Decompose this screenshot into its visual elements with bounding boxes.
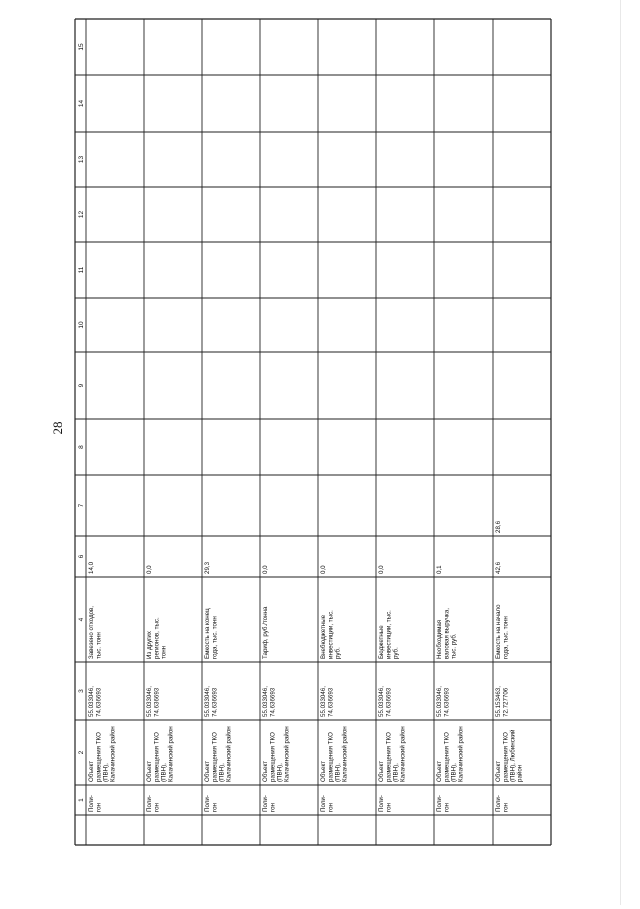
cell-indicator-line: тыс. тонн: [95, 632, 103, 659]
cell-indicator-line: руб.: [392, 647, 400, 659]
cell-object: [88, 726, 116, 782]
cell-v6: [262, 565, 269, 574]
cell-coords: [378, 686, 392, 717]
header-cell-15: 15: [78, 43, 85, 51]
cell-type: [204, 795, 218, 812]
cell-v6-line: 0,1: [436, 565, 444, 574]
cell-indicator-line: Внебюджетные: [320, 614, 328, 659]
cell-coords: [88, 686, 102, 717]
cell-coords-line: 74.636693: [95, 687, 103, 717]
cell-type-line: гон: [153, 803, 161, 812]
cell-coords: [204, 686, 218, 717]
cell-type-line: Поли-: [262, 795, 270, 812]
cell-type: [378, 795, 392, 812]
cell-coords: [495, 686, 509, 717]
cell-v6-line: 42,6: [495, 561, 503, 574]
cell-v6-line: 0,0: [146, 565, 154, 574]
cell-indicator-line: Емкость на конец: [204, 608, 212, 659]
cell-object-line: Калачинский район: [341, 726, 349, 782]
cell-coords-line: 55.033046,: [204, 686, 212, 717]
cell-object-line: размещения ТКО: [153, 732, 161, 782]
header-cell-12: 12: [78, 210, 85, 219]
cell-v7-line: 28,6: [495, 520, 503, 533]
cell-object-line: размещения ТКО: [327, 732, 335, 782]
cell-v6-line: 0,0: [320, 565, 328, 574]
cell-type-line: Поли-: [378, 795, 386, 812]
cell-indicator: [146, 617, 167, 659]
cell-indicator-line: Бюджетные: [378, 625, 386, 659]
cell-object-line: Объект: [378, 760, 386, 782]
cell-v6: [204, 561, 211, 574]
cell-indicator-line: регионов, тыс.: [153, 617, 161, 659]
cell-type: [436, 795, 450, 812]
cell-object: [320, 726, 348, 782]
cell-indicator-line: инвестиции, тыс.: [327, 610, 335, 659]
cell-type-line: Поли-: [436, 795, 444, 812]
header-cell-10: 10: [78, 321, 85, 329]
cell-type: [320, 795, 334, 812]
cell-v6: [378, 565, 385, 574]
cell-object-line: Объект: [146, 760, 154, 782]
cell-object: [495, 729, 523, 782]
cell-object-line: Калачинский район: [457, 726, 465, 782]
cell-coords-line: 74.636693: [211, 687, 219, 717]
cell-indicator-line: Необходимая: [436, 619, 444, 659]
cell-object-line: размещения ТКО: [502, 732, 510, 782]
cell-type-line: гон: [443, 803, 451, 812]
header-cell-8: 8: [78, 445, 85, 449]
cell-object-line: размещения ТКО: [269, 732, 277, 782]
cell-coords-line: 55.153463,: [495, 686, 503, 717]
cell-v6: [320, 565, 327, 574]
cell-object-line: размещения ТКО: [385, 732, 393, 782]
cell-v6-line: 14,0: [88, 561, 96, 574]
cell-coords-line: 55.033046,: [378, 686, 386, 717]
cell-object-line: Калачинский район: [225, 726, 233, 782]
header-cell-6: 6: [78, 554, 85, 559]
cell-v6: [436, 565, 443, 574]
cell-indicator: [204, 608, 218, 659]
table-grid: [75, 19, 551, 845]
cell-object-line: Объект: [204, 760, 212, 782]
cell-indicator-line: Тариф, руб./тонна: [262, 606, 270, 659]
cell-object-line: Объект: [262, 760, 270, 782]
cell-v6: [146, 565, 153, 574]
cell-object-line: (ПВН),: [392, 763, 400, 782]
cell-type-line: гон: [327, 803, 335, 812]
cell-v6: [495, 561, 502, 574]
header-cell-11: 11: [78, 266, 85, 274]
cell-object-line: Объект: [495, 760, 503, 782]
cell-coords: [262, 686, 276, 717]
cell-coords-line: 74.636693: [269, 687, 277, 717]
cell-object: [378, 726, 406, 782]
cell-type: [146, 795, 160, 812]
cell-type-line: гон: [385, 803, 393, 812]
cell-object-line: Объект: [320, 760, 328, 782]
cell-indicator-line: Из других: [146, 631, 154, 659]
cell-object-line: Объект: [88, 760, 96, 782]
cell-indicator: [436, 608, 457, 659]
cell-indicator-line: инвестиции, тыс.: [385, 610, 393, 659]
cell-v6-line: 0,0: [378, 565, 386, 574]
cell-indicator-line: тыс. руб.: [450, 633, 458, 659]
cell-object-line: район: [516, 764, 524, 782]
header-cell-4: 4: [78, 617, 85, 622]
cell-indicator-line: Завезено отходов,: [88, 605, 96, 659]
cell-type: [495, 795, 509, 812]
cell-coords-line: 72.727706: [502, 687, 510, 717]
cell-indicator-line: руб.: [334, 647, 342, 659]
cell-type-line: Поли-: [495, 795, 503, 812]
cell-object: [436, 726, 464, 782]
cell-v7: [495, 520, 502, 533]
cell-object: [204, 726, 232, 782]
cell-coords: [320, 686, 334, 717]
cell-indicator: [495, 604, 509, 659]
cell-object-line: (ПВН),: [160, 763, 168, 782]
cell-object-line: Калачинский район: [399, 726, 407, 782]
cell-object: [146, 726, 174, 782]
cell-object: [262, 726, 290, 782]
cell-coords-line: 74.636693: [443, 687, 451, 717]
cell-coords: [146, 686, 160, 717]
cell-indicator-line: тонн: [160, 645, 168, 659]
cell-type-line: Поли-: [146, 795, 154, 812]
cell-object-line: (ПВН),: [276, 763, 284, 782]
header-cell-14: 14: [78, 99, 85, 108]
cell-v6: [88, 561, 95, 574]
cell-type-line: гон: [211, 803, 219, 812]
cell-object-line: (ПВН),: [450, 763, 458, 782]
cell-coords: [436, 686, 450, 717]
cell-object-line: Калачинский район: [283, 726, 291, 782]
cell-coords-line: 55.033046,: [262, 686, 270, 717]
cell-object-line: размещения ТКО: [95, 732, 103, 782]
cell-object-line: Калачинский район: [167, 726, 175, 782]
cell-indicator: [262, 606, 269, 659]
cell-type-line: гон: [269, 803, 277, 812]
cell-type-line: гон: [502, 803, 510, 812]
cell-indicator: [88, 606, 102, 659]
cell-type-line: Поли-: [88, 795, 96, 812]
cell-type-line: гон: [95, 803, 103, 812]
cell-object-line: (ПВН),: [218, 763, 226, 782]
cell-object-line: Калачинский район: [109, 726, 117, 782]
cell-indicator: [320, 610, 341, 659]
cell-indicator-line: Емкость на начало: [495, 604, 503, 659]
cell-type: [262, 795, 276, 812]
cell-coords-line: 55.033046,: [88, 686, 96, 717]
header-cell-1: 1: [78, 798, 85, 802]
header-cell-3: 3: [78, 689, 85, 693]
cell-coords-line: 55.033046,: [146, 686, 154, 717]
cell-v6-line: 0,0: [262, 565, 270, 574]
cell-indicator-line: валовая выручка,: [443, 608, 451, 659]
header-cell-9: 9: [78, 383, 85, 388]
cell-indicator-line: года, тыс. тонн: [502, 616, 510, 659]
cell-v6-line: 29,3: [204, 561, 212, 574]
cell-coords-line: 74.636693: [153, 687, 161, 717]
cell-coords-line: 55.033046,: [320, 686, 328, 717]
header-cell-13: 13: [78, 155, 85, 164]
page-number: 28: [50, 421, 65, 435]
cell-coords-line: 55.033046,: [436, 686, 444, 717]
cell-object-line: размещения ТКО: [211, 732, 219, 782]
cell-type: [88, 795, 102, 812]
cell-coords-line: 74.636693: [327, 687, 335, 717]
cell-coords-line: 74.636693: [385, 687, 393, 717]
cell-type-line: Поли-: [320, 795, 328, 812]
header-cell-2: 2: [78, 750, 85, 755]
cell-object-line: Объект: [436, 760, 444, 782]
cell-object-line: (ПВН),: [102, 763, 110, 782]
cell-indicator-line: года, тыс. тонн: [211, 616, 219, 659]
cell-indicator: [378, 610, 399, 659]
cell-object-line: размещения ТКО: [443, 732, 451, 782]
cell-type-line: Поли-: [204, 795, 212, 812]
cell-object-line: (ПВН), Любинский: [509, 729, 517, 782]
header-cell-7: 7: [78, 503, 85, 508]
cell-object-line: (ПВН),: [334, 763, 342, 782]
